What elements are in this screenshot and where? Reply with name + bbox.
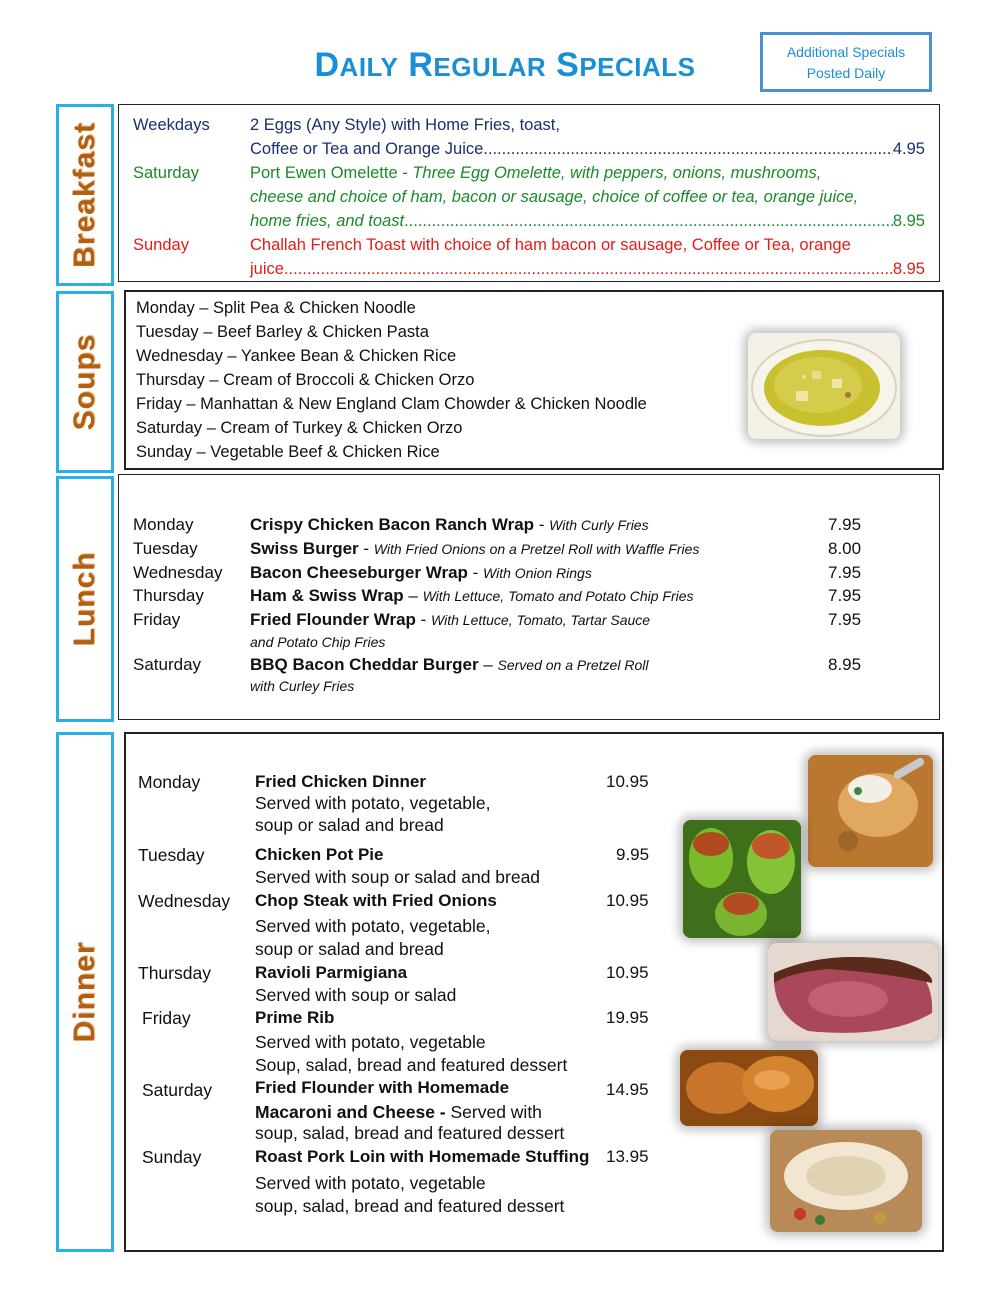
dinner-friday-served1: Served with potato, vegetable bbox=[255, 1032, 486, 1052]
breakfast-saturday-price: 8.95 bbox=[892, 212, 925, 230]
soup-item-saturday: Saturday – Cream of Turkey & Chicken Orzo bbox=[136, 419, 463, 437]
dinner-monday-day: Monday bbox=[138, 772, 201, 792]
lunch-tuesday-item: Swiss Burger - With Fried Onions on a Pretzel Roll with Waffle Fries bbox=[250, 539, 700, 558]
dinner-friday-price: 19.95 bbox=[606, 1008, 649, 1027]
dinner-monday-name: Fried Chicken Dinner bbox=[255, 772, 426, 791]
lunch-saturday-desc2: with Curley Fries bbox=[250, 678, 355, 694]
breakfast-sunday-price: 8.95 bbox=[892, 260, 925, 278]
pork-loin-photo bbox=[770, 1130, 922, 1232]
lunch-saturday-price: 8.95 bbox=[828, 655, 862, 674]
soup-item-monday: Monday – Split Pea & Chicken Noodle bbox=[136, 299, 416, 317]
dinner-saturday-name: Fried Flounder with Homemade bbox=[255, 1078, 510, 1097]
tab-soups bbox=[56, 291, 114, 473]
lunch-friday-desc2: and Potato Chip Fries bbox=[250, 634, 386, 650]
breakfast-sunday-day: Sunday bbox=[133, 236, 189, 254]
page-title: DAILY REGULAR SPECIALS bbox=[314, 46, 696, 84]
soup-item-thursday: Thursday – Cream of Broccoli & Chicken Orzo bbox=[136, 371, 475, 389]
tab-dinner bbox=[56, 732, 114, 1252]
breakfast-saturday-desc2: cheese and choice of ham, bacon or sausage, choice of coffee or tea, orange juice, bbox=[250, 188, 859, 206]
breakfast-weekdays-line1: 2 Eggs (Any Style) with Home Fries, toast, bbox=[250, 116, 560, 134]
prime-rib-photo bbox=[768, 943, 938, 1041]
pot-pie-photo bbox=[808, 755, 933, 867]
breakfast-saturday-line3 bbox=[250, 209, 925, 233]
lunch-saturday-day: Saturday bbox=[133, 655, 202, 674]
tab-breakfast bbox=[56, 104, 114, 286]
dinner-saturday-price: 14.95 bbox=[606, 1080, 649, 1099]
dinner-tuesday-day: Tuesday bbox=[138, 845, 205, 865]
dinner-thursday-name: Ravioli Parmigiana bbox=[255, 963, 408, 982]
dinner-thursday-served1: Served with soup or salad bbox=[255, 985, 457, 1005]
dinner-sunday-day: Sunday bbox=[142, 1147, 202, 1167]
dinner-monday-served1: Served with potato, vegetable, bbox=[255, 793, 491, 813]
dinner-thursday-price: 10.95 bbox=[606, 963, 649, 982]
lunch-monday-price: 7.95 bbox=[828, 515, 862, 534]
stuffed-peppers-image bbox=[683, 820, 801, 938]
dinner-wednesday-served1: Served with potato, vegetable, bbox=[255, 916, 491, 936]
lunch-tuesday-price: 8.00 bbox=[828, 539, 862, 558]
breakfast-label: Breakfast bbox=[68, 122, 101, 268]
fried-chicken-image bbox=[680, 1050, 818, 1126]
soups-label: Soups bbox=[68, 333, 101, 431]
soup-bowl-image bbox=[748, 333, 900, 439]
dinner-monday-price: 10.95 bbox=[606, 772, 649, 791]
dinner-saturday-day: Saturday bbox=[142, 1080, 213, 1100]
dinner-wednesday-day: Wednesday bbox=[138, 891, 231, 911]
dinner-thursday-day: Thursday bbox=[138, 963, 211, 983]
breakfast-weekdays-text: Coffee or Tea and Orange Juice bbox=[250, 140, 484, 158]
fried-chicken-photo bbox=[680, 1050, 818, 1126]
lunch-monday-day: Monday bbox=[133, 515, 194, 534]
lunch-friday-item: Fried Flounder Wrap - With Lettuce, Tomato, Tartar Sauce bbox=[250, 610, 651, 629]
dinner-sunday-name: Roast Pork Loin with Homemade Stuffing bbox=[255, 1147, 590, 1166]
lunch-thursday-day: Thursday bbox=[133, 586, 204, 605]
lunch-saturday-item: BBQ Bacon Cheddar Burger – Served on a Pretzel Roll bbox=[250, 655, 649, 674]
dinner-monday-served2: soup or salad and bread bbox=[255, 815, 444, 835]
pork-loin-image bbox=[770, 1130, 922, 1232]
breakfast-weekdays-day: Weekdays bbox=[133, 116, 210, 134]
lunch-thursday-item: Ham & Swiss Wrap – With Lettuce, Tomato and Potato Chip Fries bbox=[250, 586, 694, 605]
lunch-tuesday-day: Tuesday bbox=[133, 539, 198, 558]
lunch-friday-price: 7.95 bbox=[828, 610, 862, 629]
dinner-wednesday-name: Chop Steak with Fried Onions bbox=[255, 891, 497, 910]
breakfast-saturday-name: Port Ewen Omelette - bbox=[250, 164, 413, 182]
dinner-sunday-served2: soup, salad, bread and featured dessert bbox=[255, 1196, 565, 1216]
additional-line-1: Additional Specials bbox=[786, 44, 906, 60]
breakfast-saturday-desc3: home fries, and toast bbox=[250, 212, 405, 230]
additional-specials-note bbox=[760, 32, 932, 92]
lunch-friday-day: Friday bbox=[133, 610, 181, 629]
dinner-wednesday-served2: soup or salad and bread bbox=[255, 939, 444, 959]
dinner-label: Dinner bbox=[68, 941, 101, 1043]
soup-item-sunday: Sunday – Vegetable Beef & Chicken Rice bbox=[136, 443, 440, 461]
soup-item-wednesday: Wednesday – Yankee Bean & Chicken Rice bbox=[136, 347, 457, 365]
dinner-friday-name: Prime Rib bbox=[255, 1008, 335, 1027]
dinner-sunday-price: 13.95 bbox=[606, 1147, 649, 1166]
tab-lunch bbox=[56, 476, 114, 722]
soup-photo bbox=[748, 333, 900, 439]
dinner-saturday-line2: Macaroni and Cheese - Served with bbox=[255, 1102, 542, 1122]
soup-item-tuesday: Tuesday – Beef Barley & Chicken Pasta bbox=[136, 323, 429, 341]
lunch-label: Lunch bbox=[68, 551, 101, 647]
breakfast-weekdays-line2 bbox=[250, 137, 925, 161]
dinner-saturday-served2: soup, salad, bread and featured dessert bbox=[255, 1123, 565, 1143]
stuffed-peppers-photo bbox=[683, 820, 801, 938]
soup-item-friday: Friday – Manhattan & New England Clam Chowder & Chicken Noodle bbox=[136, 395, 647, 413]
dinner-tuesday-served1: Served with soup or salad and bread bbox=[255, 867, 541, 887]
breakfast-sunday-text: juice bbox=[250, 260, 284, 278]
pot-pie-image bbox=[808, 755, 933, 867]
dinner-tuesday-name: Chicken Pot Pie bbox=[255, 845, 384, 864]
breakfast-sunday-line2 bbox=[250, 257, 925, 281]
lunch-wednesday-item: Bacon Cheeseburger Wrap - With Onion Rings bbox=[250, 563, 592, 582]
dinner-sunday-served1: Served with potato, vegetable bbox=[255, 1173, 486, 1193]
lunch-wednesday-day: Wednesday bbox=[133, 563, 223, 582]
breakfast-weekdays-price: 4.95 bbox=[892, 140, 925, 158]
breakfast-saturday-line1 bbox=[250, 161, 821, 185]
breakfast-saturday-day: Saturday bbox=[133, 164, 200, 182]
breakfast-saturday-desc1: Three Egg Omelette, with peppers, onions, mushrooms, bbox=[412, 164, 822, 182]
breakfast-sunday-line1: Challah French Toast with choice of ham bacon or sausage, Coffee or Tea, orange bbox=[250, 236, 851, 254]
dinner-friday-day: Friday bbox=[142, 1008, 191, 1028]
lunch-wednesday-price: 7.95 bbox=[828, 563, 862, 582]
prime-rib-image bbox=[768, 943, 938, 1041]
dinner-wednesday-price: 10.95 bbox=[606, 891, 649, 910]
additional-line-2: Posted Daily bbox=[806, 65, 886, 81]
dinner-tuesday-price: 9.95 bbox=[616, 845, 650, 864]
dinner-friday-served2: Soup, salad, bread and featured dessert bbox=[255, 1055, 568, 1075]
lunch-monday-item: Crispy Chicken Bacon Ranch Wrap - With Curly Fries bbox=[250, 515, 649, 534]
lunch-thursday-price: 7.95 bbox=[828, 586, 862, 605]
